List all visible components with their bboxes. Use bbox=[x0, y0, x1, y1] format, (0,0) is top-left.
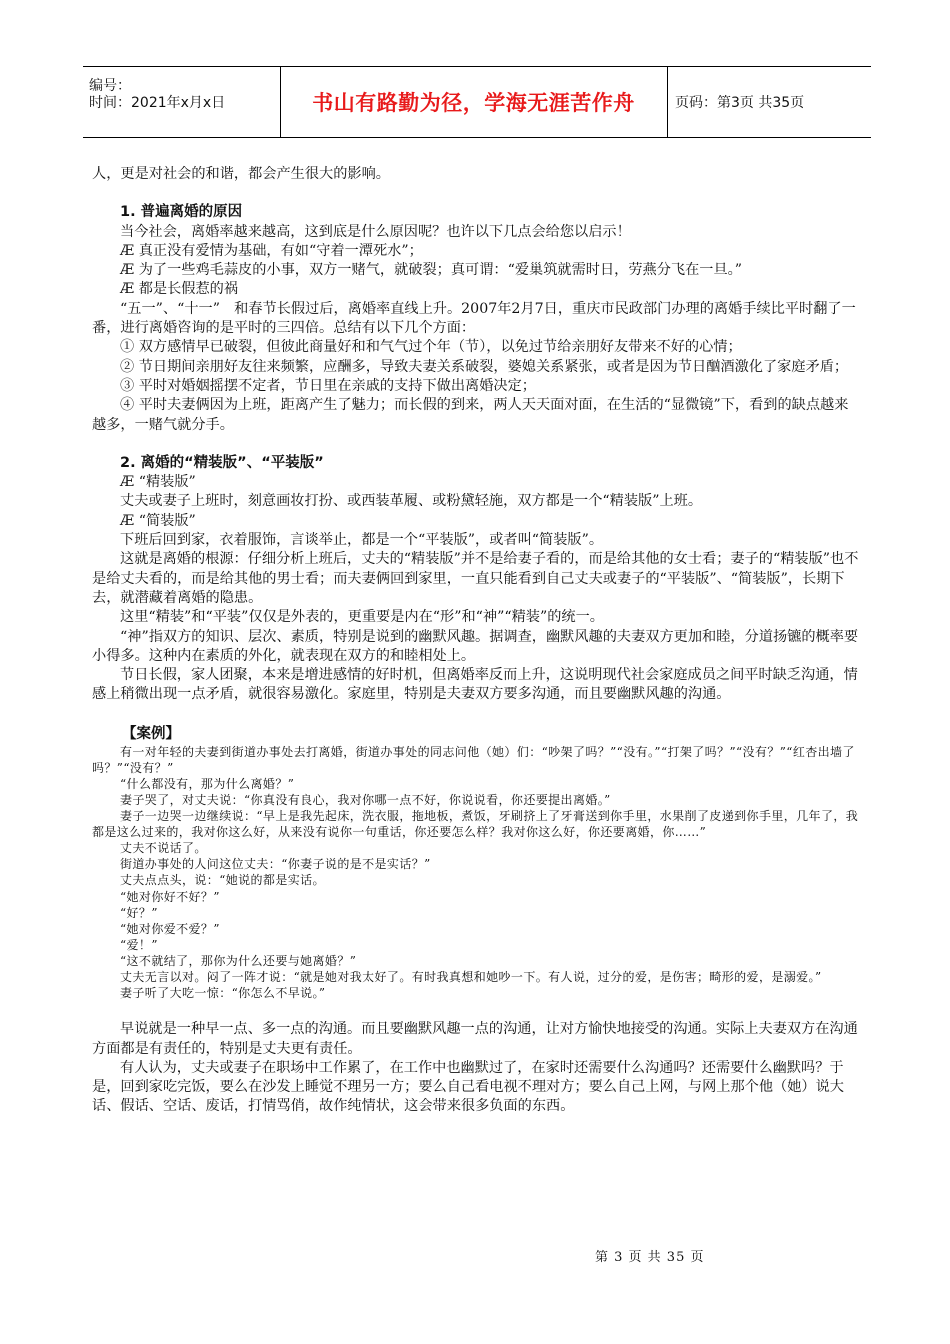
list-item: Æ 都是长假惹的祸 bbox=[120, 281, 239, 298]
case-line: “这不就结了，那你为什么还要与她离婚？” bbox=[120, 953, 357, 968]
list-item: ③ 平时对婚姻摇摆不定者，节日里在亲戚的支持下做出离婚决定； bbox=[120, 377, 536, 394]
paragraph: 当今社会，离婚率越来越高，这到底是什么原因呢？也许以下几点会给您以启示！ bbox=[120, 223, 631, 240]
list-item: ② 节日期间亲朋好友往来频繁，应酬多，导致夫妻关系破裂，婆媳关系紧张，或者是因为节日酗酒激化了家庭矛盾； bbox=[120, 358, 849, 375]
section-heading-2: 2. 离婚的“精装版”、“平装版” bbox=[120, 454, 324, 471]
paragraph: “五一”、“十一” 和春节长假过后，离婚率直线上升。2007年2月7日，重庆市民政部门办理的离婚手续比平时翻了一番，进行离婚咨询的是平时的三四倍。总结有以下几个方面： bbox=[92, 300, 856, 337]
case-line: 丈夫无言以对。闷了一阵才说：“就是她对我太好了。有时我真想和她吵一下。有人说，过分的爱，是伤害；畸形的爱，是溺爱。” bbox=[120, 970, 822, 985]
document-body bbox=[92, 165, 862, 1117]
case-line: “爱！” bbox=[120, 937, 158, 952]
header-table bbox=[83, 66, 871, 138]
paragraph: 这就是离婚的根源：仔细分析上班后，丈夫的“精装版”并不是给妻子看的，而是给其他的女士看；妻子的“精装版”也不是给丈夫看的，而是给其他的男士看；而夫妻俩回到家里，一直只能看到自己丈夫或妻子的“平装版”、“简装版”，长期下去，就潜藏着离婚的隐患。 bbox=[92, 551, 859, 606]
paragraph: “神”指双方的知识、层次、素质，特别是说到的幽默风趣。据调查，幽默风趣的夫妻双方更加和睦，分道扬镳的概率要小得多。这种内在素质的外化，就表现在双方的和睦相处上。 bbox=[92, 628, 859, 664]
list-item: Æ “精装版” bbox=[120, 474, 196, 491]
section-heading-1: 1. 普遍离婚的原因 bbox=[120, 204, 243, 221]
page-info: 页码：第3页 共35页 bbox=[675, 95, 805, 111]
paragraph: 有人认为，丈夫或妻子在职场中工作累了，在工作中也幽默过了，在家时还需要什么沟通吗？还需要什么幽默吗？于是，回到家吃完饭，要么在沙发上睡觉不理另一方；要么自己看电视不理对方；要么自己上网，与网上那个他（她）说大话、假话、空话、废话，打情骂俏，故作纯情状，这会带来很多负面的东西。 bbox=[92, 1059, 844, 1115]
list-item: ① 双方感情早已破裂，但彼此商量好和和气气过个年（节），以免过节给亲朋好友带来不好的心情； bbox=[120, 339, 742, 356]
paragraph: 早说就是一种早一点、多一点的沟通。而且要幽默风趣一点的沟通，让对方愉快地接受的沟通。实际上夫妻双方在沟通方面都是有责任的，特别是丈夫更有责任。 bbox=[92, 1021, 858, 1057]
number-label: 编号： bbox=[89, 78, 131, 94]
header-meta-cell bbox=[83, 67, 281, 137]
case-line: “什么都没有，那为什么离婚？” bbox=[120, 776, 295, 791]
time-label: 时间：2021年x月x日 bbox=[89, 95, 226, 111]
paragraph: 这里“精装”和“平装”仅仅是外表的，更重要是内在“形”和“神”“精装”的统一。 bbox=[120, 609, 604, 626]
list-item: Æ 为了一些鸡毛蒜皮的小事，双方一赌气，就破裂；真可谓：“爱巢筑就需时日，劳燕分飞在一旦。” bbox=[120, 262, 742, 279]
case-line: 丈夫不说话了。 bbox=[120, 841, 207, 856]
list-item: Æ 真正没有爱情为基础，有如“守着一潭死水”； bbox=[120, 242, 423, 259]
list-item: ④ 平时夫妻俩因为上班，距离产生了魅力；而长假的到来，两人天天面对面，在生活的“显微镜”下，看到的缺点越来越多，一赌气就分手。 bbox=[92, 397, 849, 433]
case-line: 妻子哭了，对丈夫说：“你真没有良心，我对你哪一点不好，你说说看，你还要提出离婚。” bbox=[120, 793, 611, 807]
paragraph: 节日长假，家人团聚，本来是增进感情的好时机，但离婚率反而上升，这说明现代社会家庭成员之间平时缺乏沟通，情感上稍微出现一点矛盾，就很容易激化。家庭里，特别是夫妻双方要多沟通，而且要幽默风趣的沟通。 bbox=[92, 667, 858, 703]
paragraph: 下班后回到家，衣着服饰，言谈举止，都是一个“平装版”，或者叫“简装版”。 bbox=[120, 532, 604, 549]
paragraph: 人，更是对社会的和谐，都会产生很大的影响。 bbox=[92, 166, 390, 182]
case-line: “好？” bbox=[120, 905, 158, 920]
page-footer: 第 3 页 共 35 页 bbox=[595, 1250, 705, 1265]
motto: 书山有路勤为径，学海无涯苦作舟 bbox=[280, 67, 668, 137]
case-line: 街道办事处的人问这位丈夫：“你妻子说的是不是实话？” bbox=[120, 857, 431, 872]
case-line: 有一对年轻的夫妻到街道办事处去打离婚，街道办事处的同志问他（她）们：“吵架了吗？”“没有。”“打架了吗？”“没有？”“红杏出墙了吗？”“没有？” bbox=[92, 744, 855, 775]
paragraph: 丈夫或妻子上班时，刻意画妆打扮、或西装革履、或粉黛轻施，双方都是一个“精装版”上班。 bbox=[120, 493, 703, 510]
list-item: Æ “简装版” bbox=[120, 512, 196, 529]
case-line: “她对你好不好？” bbox=[120, 889, 220, 904]
case-title: 【案例】 bbox=[122, 725, 180, 742]
case-line: 妻子一边哭一边继续说：“早上是我先起床，洗衣服，拖地板，煮饭，牙刷挤上了牙膏送到你手里，水果削了皮递到你手里，几年了，我都是这么过来的，我对你这么好，从来没有说你一句重话，你还要怎么样？我对你这么好，你还要离婚，你……” bbox=[92, 809, 859, 840]
case-line: 丈夫点点头，说：“她说的都是实话。 bbox=[120, 873, 325, 888]
case-line: 妻子听了大吃一惊：“你怎么不早说。” bbox=[120, 986, 326, 1001]
case-line: “她对你爱不爱？” bbox=[120, 921, 220, 936]
